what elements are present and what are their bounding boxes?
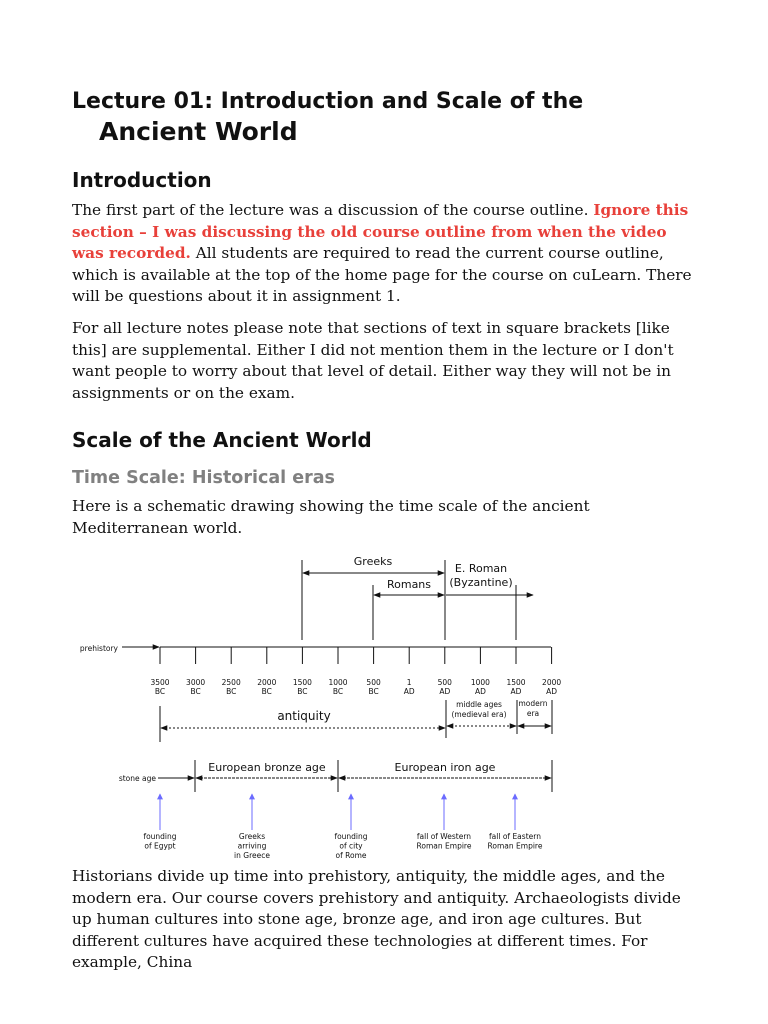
event-label: Roman Empire (416, 841, 472, 851)
intro-warning-text: Ignore this section – I was discussing the old course outline from when the video was recorded. (72, 201, 689, 263)
tick-era-label: BC (226, 687, 237, 696)
middle-ages-label-2: (medieval era) (451, 710, 507, 719)
event-label: arriving (237, 841, 267, 851)
tick-year-label: 2000 (257, 678, 277, 687)
middle-ages-label-1: middle ages (456, 700, 502, 709)
event-label: founding (334, 832, 368, 841)
modern-label-1: modern (518, 699, 548, 708)
romans-label: Romans (386, 578, 432, 591)
intro-text-b: All students are required to read the current course outline, which is available at the top of the home page for the course on cuLearn. There will be questions about it in assignment 1. (72, 244, 692, 306)
event-markers (143, 794, 542, 860)
introduction-heading: Introduction (72, 168, 212, 192)
page-title (72, 88, 583, 148)
event-label: in Greece (234, 851, 270, 860)
greeks-label: Greeks (353, 555, 393, 568)
event-label: founding (143, 832, 177, 841)
bronze-age-label: European bronze age (208, 761, 326, 774)
title-line-2: Ancient World (99, 117, 298, 146)
tick-era-label: BC (261, 687, 272, 696)
tick-era-label: AD (439, 687, 451, 696)
scale-heading: Scale of the Ancient World (72, 428, 372, 452)
modern-label-2: era (526, 709, 540, 718)
tick-year-label: 500 (437, 678, 452, 687)
tick-year-label: 1500 (506, 678, 526, 687)
tick-era-label: AD (403, 687, 415, 696)
event-label: Roman Empire (487, 841, 543, 851)
tick-year-label: 1500 (292, 678, 312, 687)
introduction-paragraph-2: For all lecture notes please note that sections of text in square brackets [like this] are supplemental. Either I did not mention them in the lecture or I don't want people to worry about that level of detail. Either way they will not be in assignments or on the exam. (72, 319, 674, 402)
tick-era-label: AD (474, 687, 486, 696)
tick-year-label: 1000 (328, 678, 348, 687)
tick-era-label: BC (154, 687, 166, 696)
tick-year-label: 1 (406, 678, 412, 687)
stone-age-label: stone age (118, 774, 156, 783)
tick-year-label: 2000 (542, 678, 562, 687)
time-scale-subheading: Time Scale: Historical eras (72, 468, 335, 488)
tick-era-label: BC (190, 687, 201, 696)
axis-ticks (150, 647, 561, 696)
event-label: fall of Eastern (489, 832, 541, 841)
tick-year-label: 2500 (221, 678, 241, 687)
event-label: of Egypt (144, 841, 176, 851)
iron-age-label: European iron age (394, 761, 496, 774)
antiquity-label: antiquity (277, 709, 331, 723)
scale-paragraph-2: Historians divide up time into prehistory, antiquity, the middle ages, and the modern era. Our course covers prehistory and antiquity. Archaeologists divide up human cultures into stone age, bronze age, and iron age cultures. But different cultures have acquired these technologies at different times. For example, China (72, 867, 681, 972)
timeline-diagram (0, 540, 768, 865)
title-line-1: Lecture 01: Introduction and Scale of the (72, 89, 584, 114)
tick-era-label: BC (297, 687, 308, 696)
intro-text-a: The first part of the lecture was a discussion of the course outline. (72, 201, 594, 219)
event-label: of Rome (335, 851, 367, 860)
tick-year-label: 3000 (186, 678, 206, 687)
prehistory-label: prehistory (79, 644, 118, 653)
tick-year-label: 3500 (150, 678, 170, 687)
introduction-paragraph-1 (72, 200, 702, 308)
tick-era-label: BC (332, 687, 344, 696)
tick-era-label: BC (368, 687, 379, 696)
scale-paragraph-1: Here is a schematic drawing showing the time scale of the ancient Mediterranean world. (72, 497, 590, 537)
tick-year-label: 500 (366, 678, 381, 687)
eroman-label-2: (Byzantine) (449, 576, 513, 589)
event-label: fall of Western (416, 832, 472, 841)
event-label: of city (339, 841, 363, 851)
tick-year-label: 1000 (470, 678, 490, 687)
event-label: Greeks (238, 832, 266, 841)
tick-era-label: AD (510, 687, 522, 696)
tick-era-label: AD (546, 687, 558, 696)
eroman-label-1: E. Roman (454, 562, 508, 575)
